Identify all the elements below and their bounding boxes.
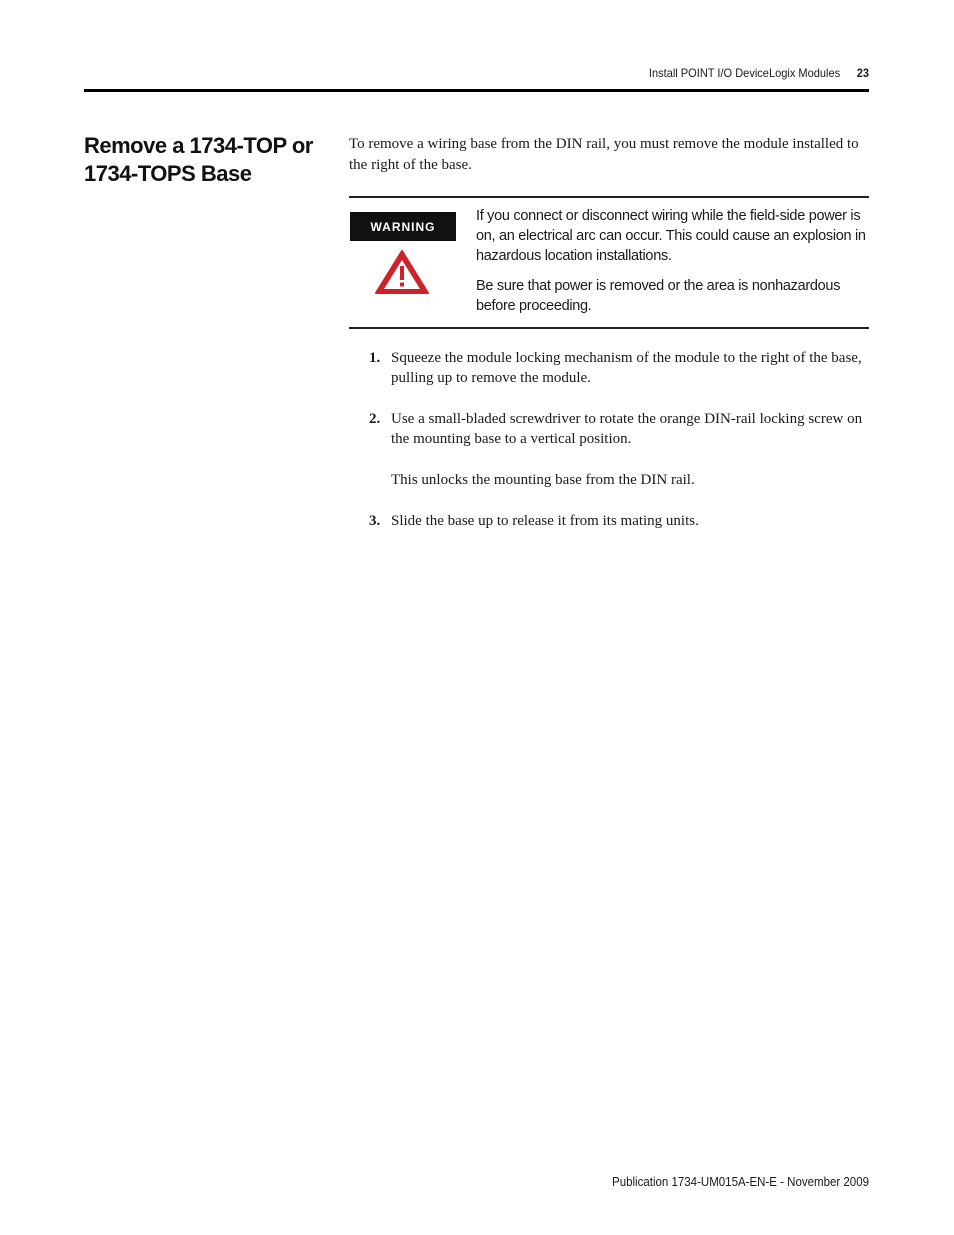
step-number: 3. [369,513,381,529]
step-item [369,348,869,388]
page-number: 23 [856,66,869,80]
warning-text [476,206,871,326]
step-text: Slide the base up to release it from its mating units. [391,513,699,529]
step-text: Use a small-bladed screwdriver to rotate the orange DIN-rail locking screw on the mounting base to a vertical position. [391,411,863,447]
warning-label: WARNING [350,212,456,241]
step-number: 2. [369,411,381,427]
running-title: Install POINT I/O DeviceLogix Modules [648,66,841,80]
warning-box [349,196,869,329]
steps-list [369,348,869,552]
step-number: 1. [369,350,381,366]
section-title-line-2: 1734-TOPS Base [84,161,252,186]
warning-paragraph-1: If you connect or disconnect wiring while the field-side power is on, an electrical arc can occur. This could cause an explosion in hazardous location installations. [476,208,866,264]
step-item [369,409,869,490]
step-text: Squeeze the module locking mechanism of the module to the right of the base, pulling up to remove the module. [391,350,862,386]
publication-footer: Publication 1734-UM015A-EN-E - November 2009 [612,1175,869,1189]
warning-triangle-icon [374,249,430,295]
intro-paragraph: To remove a wiring base from the DIN rail, you must remove the module installed to the right of the base. [349,136,859,173]
step-note: This unlocks the mounting base from the DIN rail. [391,472,695,488]
warning-paragraph-2: Be sure that power is removed or the area is nonhazardous before proceeding. [476,278,841,314]
step-item [369,511,869,531]
section-title [84,132,324,188]
header-rule [84,89,869,92]
section-title-line-1: Remove a 1734-TOP or [84,133,313,158]
running-header [147,66,869,80]
